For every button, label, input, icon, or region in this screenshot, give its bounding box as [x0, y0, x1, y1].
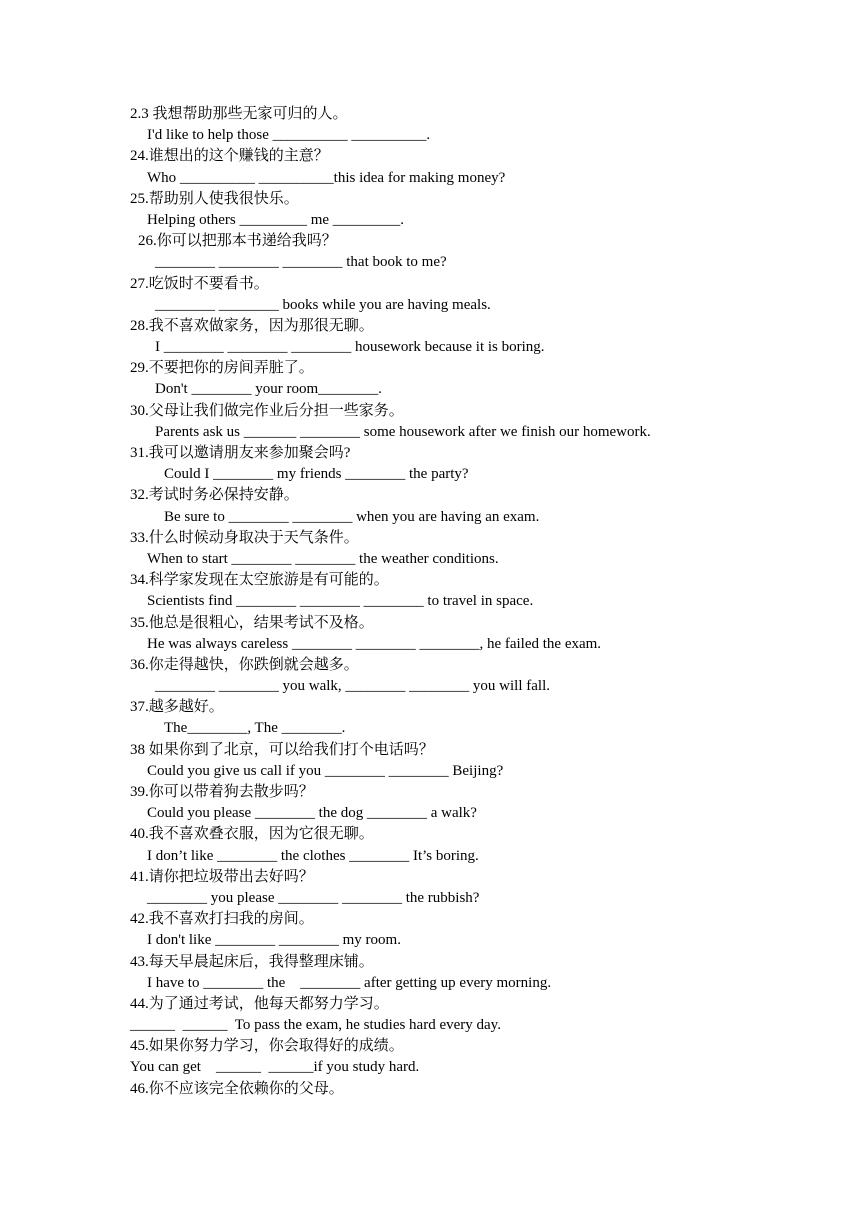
answer-line: Could I ________ my friends ________ the party? [164, 466, 469, 483]
question-prompt: 36.你走得越快，你跌倒就会越多。 [130, 656, 359, 673]
question-prompt: 33.什么时候动身取决于天气条件。 [130, 529, 359, 546]
question-prompt: 40.我不喜欢叠衣服，因为它很无聊。 [130, 826, 374, 843]
question-prompt: 32.考试时务必保持安静。 [130, 487, 299, 504]
question-prompt: 44.为了通过考试，他每天都努力学习。 [130, 995, 389, 1012]
answer-line: ________ ________ books while you are having meals. [155, 296, 491, 313]
worksheet [130, 104, 770, 1100]
question-prompt: 35.他总是很粗心，结果考试不及格。 [130, 614, 374, 631]
question-prompt: 25.帮助别人使我很快乐。 [130, 190, 299, 207]
question-prompt: 24.谁想出的这个赚钱的主意？ [130, 148, 329, 165]
answer-line: I don't like ________ ________ my room. [147, 932, 401, 949]
answer-line: I ________ ________ ________ housework because it is boring. [155, 339, 545, 356]
answer-line: Don't ________ your room________. [155, 381, 382, 398]
answer-line: I'd like to help those __________ __________. [147, 127, 431, 144]
question-prompt: 37.越多越好。 [130, 699, 224, 716]
answer-line: I have to ________ the ________ after getting up every morning. [147, 974, 552, 991]
answer-line: Scientists find ________ ________ ________ to travel in space. [147, 593, 534, 610]
answer-line: ______ ______ To pass the exam, he studies hard every day. [130, 1017, 501, 1034]
answer-line: The________, The ________. [164, 720, 346, 737]
question-prompt: 27.吃饭时不要看书。 [130, 275, 269, 292]
answer-line: Who __________ __________this idea for making money? [147, 169, 506, 186]
answer-line: Could you give us call if you ________ ________ Beijing? [147, 762, 504, 779]
question-prompt: 31.我可以邀请朋友来参加聚会吗? [130, 445, 351, 461]
answer-line: Could you please ________ the dog ________ a walk? [147, 805, 477, 822]
answer-line: ________ ________ ________ that book to me? [155, 254, 447, 271]
question-prompt: 28.我不喜欢做家务，因为那很无聊。 [130, 317, 374, 334]
question-prompt: 43.每天早晨起床后，我得整理床铺。 [130, 953, 374, 970]
question-prompt: 41.请你把垃圾带出去好吗？ [130, 868, 314, 885]
answer-line: 26.你可以把那本书递给我吗？ [138, 233, 337, 250]
answer-line: ________ ________ you walk, ________ ________ you will fall. [155, 678, 550, 695]
answer-line: You can get ______ ______if you study hard. [130, 1059, 420, 1076]
answer-line: Helping others _________ me _________. [147, 211, 405, 228]
answer-line: He was always careless ________ ________ ________, he failed the exam. [147, 635, 602, 652]
answer-line: When to start ________ ________ the weather conditions. [147, 550, 499, 567]
question-prompt: 34.科学家发现在太空旅游是有可能的。 [130, 572, 389, 589]
question-prompt: 29.不要把你的房间弄脏了。 [130, 360, 314, 377]
question-prompt: 46.你不应该完全依赖你的父母。 [130, 1080, 344, 1097]
question-prompt: 2.3 我想帮助那些无家可归的人。 [130, 106, 348, 122]
answer-line: ________ you please ________ ________ the rubbish? [147, 889, 480, 906]
question-prompt: 38 如果你到了北京，可以给我们打个电话吗？ [130, 741, 434, 758]
question-prompt: 39.你可以带着狗去散步吗？ [130, 784, 314, 800]
question-prompt: 42.我不喜欢打扫我的房间。 [130, 911, 314, 928]
answer-line: I don’t like ________ the clothes ________ It’s boring. [147, 847, 479, 864]
answer-line: Parents ask us _______ ________ some housework after we finish our homework. [155, 423, 651, 440]
answer-line: Be sure to ________ ________ when you are having an exam. [164, 508, 540, 525]
question-prompt: 45.如果你努力学习，你会取得好的成绩。 [130, 1038, 404, 1055]
question-prompt: 30.父母让我们做完作业后分担一些家务。 [130, 402, 404, 419]
